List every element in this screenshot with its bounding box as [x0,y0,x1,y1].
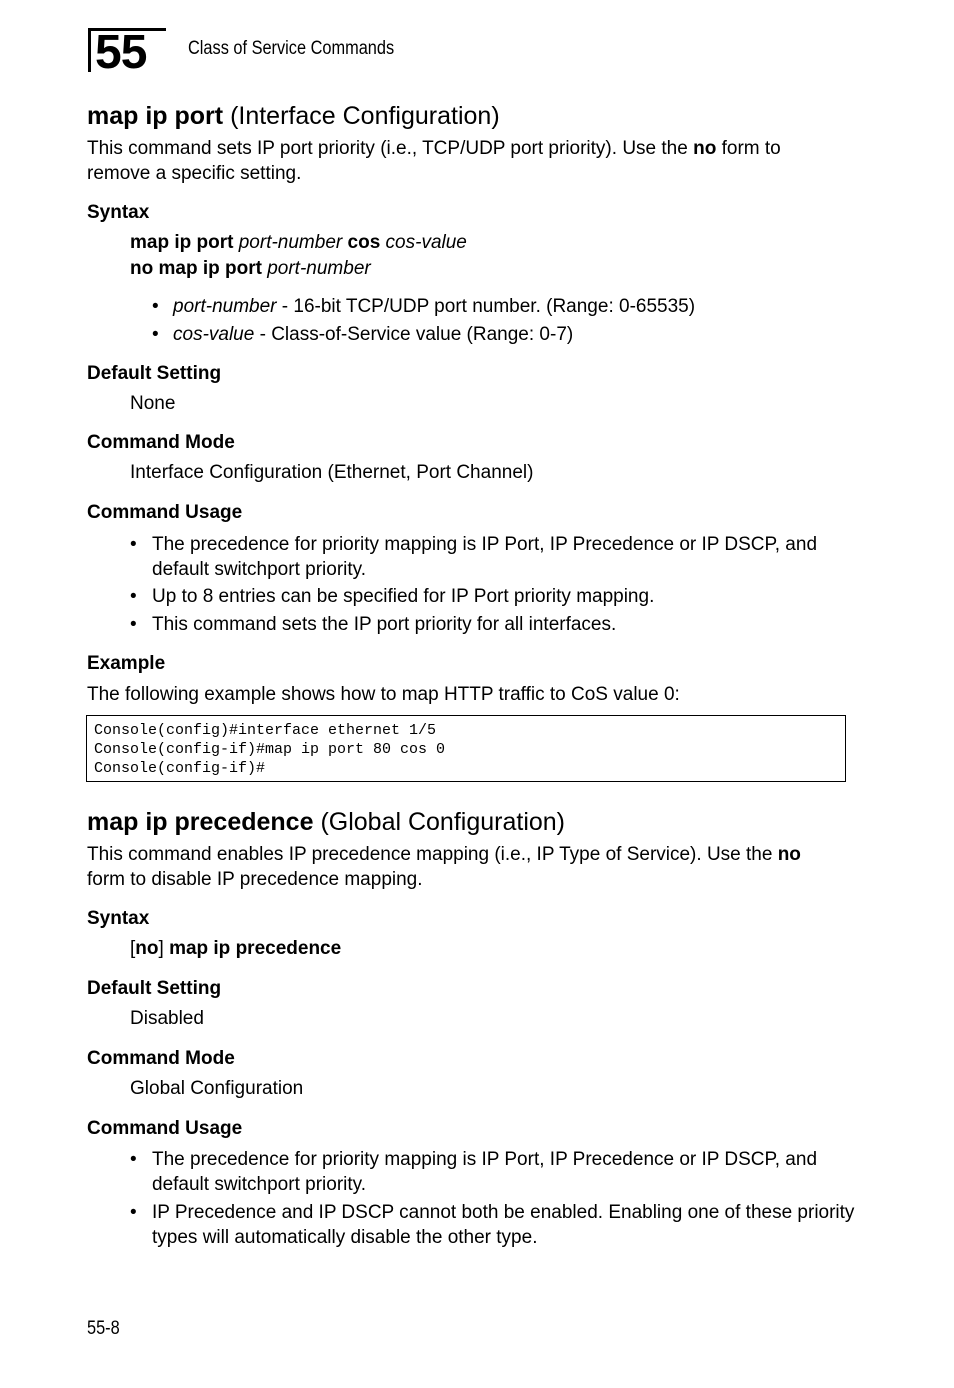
syntax-command: map ip precedence [169,938,342,959]
syntax-line [130,938,341,960]
example-heading: Example [87,653,166,674]
list-item [130,1147,867,1197]
list-item [152,322,573,347]
bracket-close: ] [158,938,164,959]
list-item [130,612,867,637]
section-intro [87,842,837,892]
usage-heading: Command Usage [87,502,243,523]
bullet-icon: • [130,1202,137,1223]
syntax-command: map ip port [130,232,234,253]
syntax-line [130,232,467,254]
list-item [152,294,695,319]
syntax-no: no [135,938,159,959]
usage-text: Up to 8 entries can be specified for IP Port priority mapping. [152,586,655,607]
list-item [130,584,867,609]
param-description: - 16-bit TCP/UDP port number. (Range: 0-65535) [281,296,696,317]
usage-text: The precedence for priority mapping is IP Port, IP Precedence or IP DSCP, and default switchport priority. [152,534,818,580]
intro-no-keyword: no [777,844,801,865]
chapter-title: Class of Service Commands [188,38,395,59]
default-heading: Default Setting [87,978,222,999]
code-example [86,715,846,782]
intro-no-keyword: no [693,138,717,159]
section-title-bold: map ip port [87,102,224,130]
usage-text: This command sets the IP port priority for all interfaces. [152,614,617,635]
usage-text: The precedence for priority mapping is IP Port, IP Precedence or IP DSCP, and default switchport priority. [152,1149,818,1195]
section-title-map-ip-precedence [87,808,565,837]
syntax-param: port-number [267,258,371,279]
section-title-map-ip-port [87,102,500,131]
syntax-command: no map ip port [130,258,262,279]
example-intro: The following example shows how to map HTTP traffic to CoS value 0: [87,684,680,705]
section-title-rest: (Interface Configuration) [230,102,500,130]
usage-text: IP Precedence and IP DSCP cannot both be enabled. Enabling one of these priority types will automatically disable the other type. [152,1202,855,1248]
bullet-icon: • [152,296,159,317]
param-description: - Class-of-Service value (Range: 0-7) [259,324,574,345]
bullet-icon: • [130,1149,137,1170]
code-line: Console(config)#interface ethernet 1/5 [94,722,437,739]
usage-heading: Command Usage [87,1118,243,1139]
intro-text: This command sets IP port priority (i.e., TCP/UDP port priority). Use the [87,138,688,159]
default-heading: Default Setting [87,363,222,384]
mode-value: Interface Configuration (Ethernet, Port Channel) [130,462,534,483]
bracket-open: [ [130,938,136,959]
chapter-number: 55 [88,28,166,72]
bullet-icon: • [152,324,159,345]
param-name: port-number [173,296,277,317]
section-intro [87,136,847,186]
syntax-line [130,258,371,280]
syntax-heading: Syntax [87,908,150,929]
intro-text-end: form to disable IP precedence mapping. [87,869,423,890]
code-line: Console(config-if)#map ip port 80 cos 0 [94,741,446,758]
syntax-keyword: cos [347,232,381,253]
page-number: 55-8 [87,1318,120,1339]
default-value: Disabled [130,1008,204,1029]
mode-heading: Command Mode [87,432,235,453]
syntax-param: cos-value [385,232,467,253]
syntax-heading: Syntax [87,202,150,223]
param-name: cos-value [173,324,255,345]
section-title-rest: (Global Configuration) [320,808,566,836]
code-line: Console(config-if)# [94,760,266,777]
bullet-icon: • [130,614,137,635]
syntax-param: port-number [238,232,343,253]
intro-text-end: form to remove a specific setting. [87,138,781,184]
default-value: None [130,393,176,414]
list-item [130,1200,867,1250]
bullet-icon: • [130,586,137,607]
bullet-icon: • [130,534,137,555]
list-item [130,532,867,582]
mode-heading: Command Mode [87,1048,235,1069]
section-title-bold: map ip precedence [87,808,314,836]
mode-value: Global Configuration [130,1078,304,1099]
intro-text: This command enables IP precedence mapping (i.e., IP Type of Service). Use the [87,844,773,865]
